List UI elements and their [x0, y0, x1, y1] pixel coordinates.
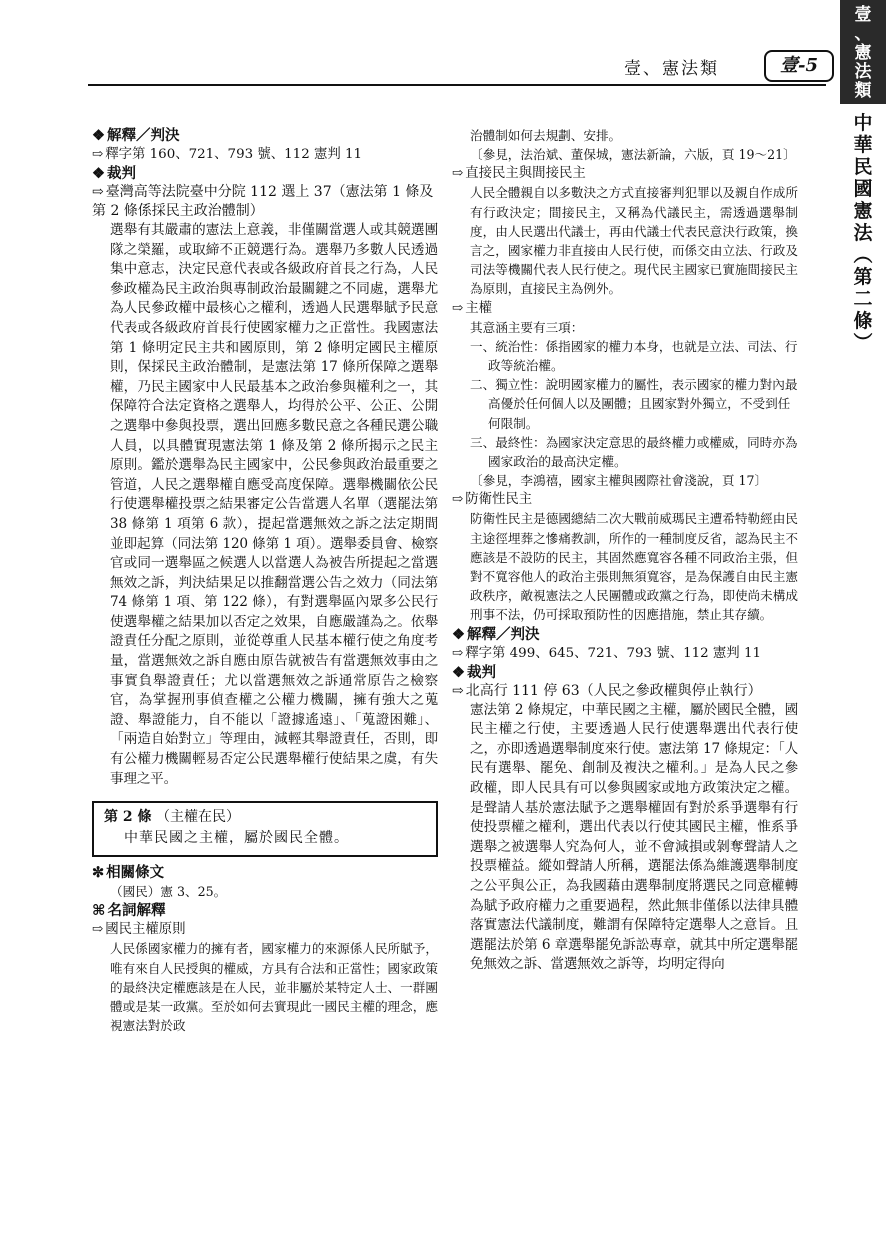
article-name: （主權在民）: [155, 809, 240, 826]
side-chapter-tab: [840, 0, 886, 104]
direct-democracy-title: ⇨ 直接民主與間接民主: [452, 166, 586, 182]
case-body: 憲法第 2 條規定，中華民國之主權，屬於國民全體，國民主權之行使，主要透過人民行使選舉選出代表行使之，亦即透過選舉制度來行使。憲法第 17 條規定：「人民有選舉、罷免、創制及複決之權利。」是為人民之參政權，即人民具有可以參與國家或地方政策決定之權。是聲請人基於憲法賦予之選舉權固有對於系爭選舉有行使投票權之權利，選出代表以行使其國民主權，惟系爭選舉之被選舉人究為何人，並不會減損或剝奪聲請人之投票權益。縱如聲請人所稱，選罷法係為維護選舉制度之公平與公正，為我國藉由選舉制度將選民之同意權轉為賦予政府權力之重要過程，然此無非僅係以法律具體落實憲法代議制度，難謂有保障特定選舉人之意旨。且選罷法於第 6 章選舉罷免訴訟專章，就其中所定選舉罷免無效之訴、當選無效之訴等，均明定得向: [470, 701, 798, 973]
side-label-char: 二: [853, 288, 873, 310]
side-tab-char: 壹: [854, 5, 872, 25]
side-label-char: 民: [853, 156, 873, 178]
interpretation-refs: ⇨ 釋字第 499、645、721、793 號、112 憲判 11: [452, 645, 761, 661]
side-label-char: 憲: [853, 200, 873, 222]
related-articles-line: （國民）憲 3、25。: [110, 884, 227, 900]
related-articles-heading: ✼ 相關條文: [92, 864, 165, 882]
sovereignty-item: 三、最終性：為國家決定意思的最終權力或權威，同時亦為國家政治的最高決定權。: [470, 434, 798, 470]
article-text: 中華民國之主權，屬於國民全體。: [124, 830, 349, 847]
case-title: ⇨ 北高行 111 停 63（人民之參政權與停止執行）: [452, 682, 762, 699]
continued-reference: 〔參見，法治斌、董保城，憲法新論，六版，頁 19～21〕: [470, 147, 796, 163]
side-label-char: 華: [853, 134, 873, 156]
side-label-char: ︶: [853, 332, 873, 354]
left-column: [92, 126, 438, 1035]
right-column: [452, 126, 798, 975]
hollow-arrow-icon: ⇨: [452, 492, 464, 508]
side-tab-char: 憲: [854, 43, 872, 63]
continued-body: 治體制如何去規劃、安排。: [470, 128, 622, 143]
article-number: 第 2 條: [104, 809, 152, 826]
interpretation-heading: ❖ 解釋／判決: [452, 625, 540, 643]
four-diamond-icon: ❖: [92, 165, 105, 182]
side-label-char: 法: [853, 222, 873, 244]
hollow-arrow-icon: ⇨: [452, 166, 464, 182]
side-section-label: [848, 112, 878, 354]
side-label-char: 第: [853, 266, 873, 288]
side-label-char: 條: [853, 310, 873, 332]
interpretation-refs: ⇨ 釋字第 160、721、793 號、112 憲判 11: [92, 147, 363, 162]
side-label-char: 中: [853, 112, 873, 134]
term-body: 人民係國家權力的擁有者，國家權力的來源係人民所賦予，唯有來自人民授與的權威，方具有合法和正當性；國家政策的最終決定權應該是在人民，並非屬於某特定人士、一群團體或是某一政黨。至於如何去實現此一國民主權的理念，應視憲法對於政: [110, 941, 438, 1034]
hollow-arrow-icon: ⇨: [452, 645, 464, 661]
four-diamond-icon: ❖: [92, 127, 105, 144]
defensive-democracy-body: 防衛性民主是德國總結二次大戰前威瑪民主遭希特勒經由民主途徑埋葬之慘痛教訓，所作的一種制度反省，認為民主不應該是不設防的民主，其固然應寬容各種不同政治主張，但對不寬容他人的政治主張則無須寬容，是為保護自由民主憲政秩序，敵視憲法之人民團體或政黨之行為，即使尚未構成刑事不法，仍可採取預防性的因應措施，禁止其存續。: [470, 511, 798, 623]
judgment-heading: ❖ 裁判: [92, 165, 136, 182]
judgment-heading: ❖ 裁判: [452, 663, 496, 681]
cross-knot-icon: ⌘: [92, 902, 106, 920]
hollow-arrow-icon: ⇨: [452, 682, 464, 699]
asterisk-flower-icon: ✼: [92, 864, 105, 882]
hollow-arrow-icon: ⇨: [92, 922, 104, 938]
hollow-arrow-icon: ⇨: [92, 184, 104, 200]
side-tab-char: 、: [854, 24, 872, 44]
hollow-arrow-icon: ⇨: [452, 300, 464, 316]
chapter-title: 壹、憲法類: [624, 59, 719, 79]
side-tab-char: 類: [854, 81, 872, 101]
header-rule: [88, 84, 826, 86]
sovereignty-intro: 其意涵主要有三項：: [470, 319, 584, 335]
terms-heading: ⌘ 名詞解釋: [92, 902, 166, 920]
sovereignty-item: 二、獨立性：說明國家權力的屬性，表示國家的權力對內最高優於任何個人以及團體；且國家對外獨立，不受到任何限制。: [470, 377, 798, 431]
sovereignty-title: ⇨ 主權: [452, 300, 493, 316]
side-label-char: 國: [853, 178, 873, 200]
case-body: 選舉有其嚴肅的憲法上意義，非僅關當選人或其競選團隊之榮羅，或取締不正競選行為。選舉乃多數人民透過集中意志，決定民意代表或各級政府首長之行為，人民參政權為民主政治與專制政治最關鍵之不同處，選舉尤為人民參政權中最核心之權利，透過人民選舉賦予民意代表或各級政府首長行使國家權力之正當性。我國憲法第 1 條明定民主共和國原則，第 2 條明定國民主權原則，保採民主政治體制，是憲法第 17 條所保障之選舉權，乃民主國家中人民最基本之政治參與權利之一，其保障符合法定資格之選舉人，均得於公平、公正、公開之選舉中參與投票，選出回應多數民意之各種民選公職人員，以具體實現憲法第 1 條及第 2 條所揭示之民主原則。鑑於選舉為民主國家中，公民參與政治最重要之管道，人民之選舉權自應受高度保障。選舉機關依公民行使選舉權投票之結果審定公告當選人名單（選罷法第 38 條第 1 項第 6 款），提起當選無效之訴之法定期間並即起算（同法第 120 條第 1 項）。選舉委員會、檢察官或同一選舉區之候選人以當選人為被告所提起之當選無效之訴，判決結果足以推翻當選公告之效力（同法第 74 條第 1 項、第 122 條），有對選舉區內眾多公民行使選舉權之結果加以否定之效果，自應嚴謹為之。依舉證責任分配之原則，並從尊重人民基本權行使之角度考量，當選無效之訴自應由原告就被告有當選無效事由之事實負舉證責任；尤以當選無效之訴通常原告之檢察官，為掌握刑事偵查權之公權力機關，擁有強大之蒐證、舉證能力，自不能以「證據遙遠」、「蒐證困難」、「兩造自始對立」等理由，減輕其舉證責任，否則，即有公權力機關輕易否定公民選舉權行使結果之虞，有失事理之平。: [110, 222, 438, 787]
page-number-badge: 壹-5: [764, 50, 834, 82]
case-title: ⇨ 臺灣高等法院臺中分院 112 選上 37（憲法第 1 條及第 2 條係採民主政治體制）: [92, 184, 434, 219]
four-diamond-icon: ❖: [452, 663, 465, 681]
sovereignty-reference: 〔參見，李鴻禧，國家主權與國際社會淺說，頁 17〕: [470, 473, 768, 489]
article-box: [92, 801, 438, 857]
defensive-democracy-title: ⇨ 防衛性民主: [452, 492, 533, 508]
interpretation-heading: ❖ 解釋／判決: [92, 127, 180, 144]
hollow-arrow-icon: ⇨: [92, 147, 104, 162]
four-diamond-icon: ❖: [452, 625, 465, 643]
side-label-char: ︵: [853, 244, 873, 266]
side-tab-char: 法: [854, 62, 872, 82]
sovereignty-item: 一、統治性：係指國家的權力本身，也就是立法、司法、行政等統治權。: [470, 338, 798, 374]
term-title: ⇨ 國民主權原則: [92, 922, 186, 938]
direct-democracy-body: 人民全體親自以多數決之方式直接審判犯罪以及親自作成所有行政決定；間接民主，又稱為代議民主，需透過選舉制度，由人民選出代議士，再由代議士代表民意決行政策，換言之，國家權力非直接由人民行使，而係交由立法、行政及司法等機關代表人民行使之。現代民主國家已實施間接民主為原則，直接民主為例外。: [470, 185, 798, 297]
